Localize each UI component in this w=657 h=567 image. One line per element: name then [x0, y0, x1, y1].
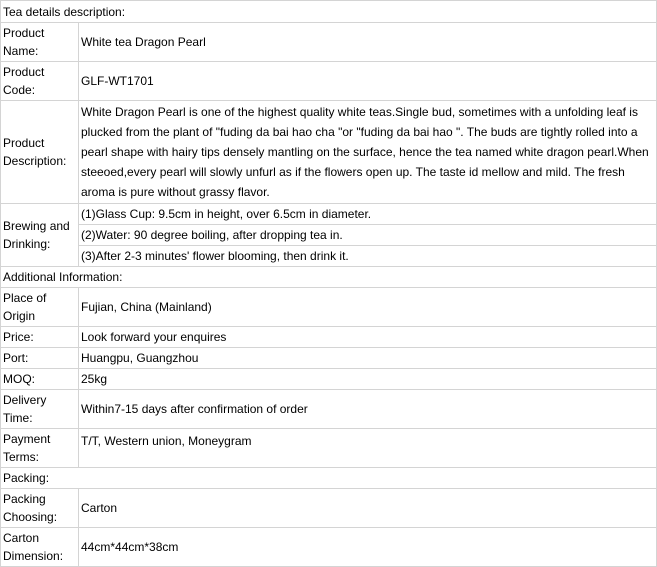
table-row — [1, 246, 657, 267]
table-row — [1, 327, 657, 348]
table-row — [1, 23, 657, 62]
product-name-value: White tea Dragon Pearl — [79, 23, 657, 62]
port-label: Port: — [1, 348, 79, 369]
price-value: Look forward your enquires — [79, 327, 657, 348]
port-value: Huangpu, Guangzhou — [79, 348, 657, 369]
product-description-value: White Dragon Pearl is one of the highest quality white teas.Single bud, sometimes with a unfolding leaf is plucked from the plant of "fuding da bai hao cha "or "fuding da bai hao ". The buds are tightly rolled into a pearl shape with hairy tips densely mantling on the surface, hence the tea named white dragon pearl.When steeoed,every pearl will slowly unfurl as if the flowers open up. The taste id mellow and mild. The fresh aroma is pure without grassy flavor. — [79, 101, 657, 204]
product-name-label: Product Name: — [1, 23, 79, 62]
product-code-label: Product Code: — [1, 62, 79, 101]
table-row — [1, 390, 657, 429]
packing-choosing-label: Packing Choosing: — [1, 489, 79, 528]
table-row — [1, 369, 657, 390]
table-row — [1, 489, 657, 528]
table-row — [1, 348, 657, 369]
brewing-label: Brewing and Drinking: — [1, 204, 79, 267]
place-of-origin-label: Place of Origin — [1, 288, 79, 327]
section-heading-additional-info: Additional Information: — [1, 267, 657, 288]
table-row — [1, 204, 657, 225]
table-row — [1, 468, 657, 489]
brewing-step: (1)Glass Cup: 9.5cm in height, over 6.5cm in diameter. — [79, 204, 657, 225]
table-row — [1, 1, 657, 23]
section-heading-tea-details: Tea details description: — [1, 1, 657, 23]
product-description-label: Product Description: — [1, 101, 79, 204]
payment-terms-value: T/T, Western union, Moneygram — [79, 429, 657, 468]
table-row — [1, 429, 657, 468]
brewing-step: (3)After 2-3 minutes' flower blooming, then drink it. — [79, 246, 657, 267]
delivery-time-label: Delivery Time: — [1, 390, 79, 429]
product-code-value: GLF-WT1701 — [79, 62, 657, 101]
section-heading-packing: Packing: — [1, 468, 657, 489]
table-row — [1, 528, 657, 567]
moq-label: MOQ: — [1, 369, 79, 390]
moq-value: 25kg — [79, 369, 657, 390]
brewing-step: (2)Water: 90 degree boiling, after dropping tea in. — [79, 225, 657, 246]
packing-choosing-value: Carton — [79, 489, 657, 528]
table-row — [1, 101, 657, 204]
delivery-time-value: Within7-15 days after confirmation of order — [79, 390, 657, 429]
table-row — [1, 288, 657, 327]
table-row — [1, 225, 657, 246]
price-label: Price: — [1, 327, 79, 348]
table-row — [1, 62, 657, 101]
carton-dimension-label: Carton Dimension: — [1, 528, 79, 567]
table-row — [1, 267, 657, 288]
place-of-origin-value: Fujian, China (Mainland) — [79, 288, 657, 327]
payment-terms-label: Payment Terms: — [1, 429, 79, 468]
carton-dimension-value: 44cm*44cm*38cm — [79, 528, 657, 567]
